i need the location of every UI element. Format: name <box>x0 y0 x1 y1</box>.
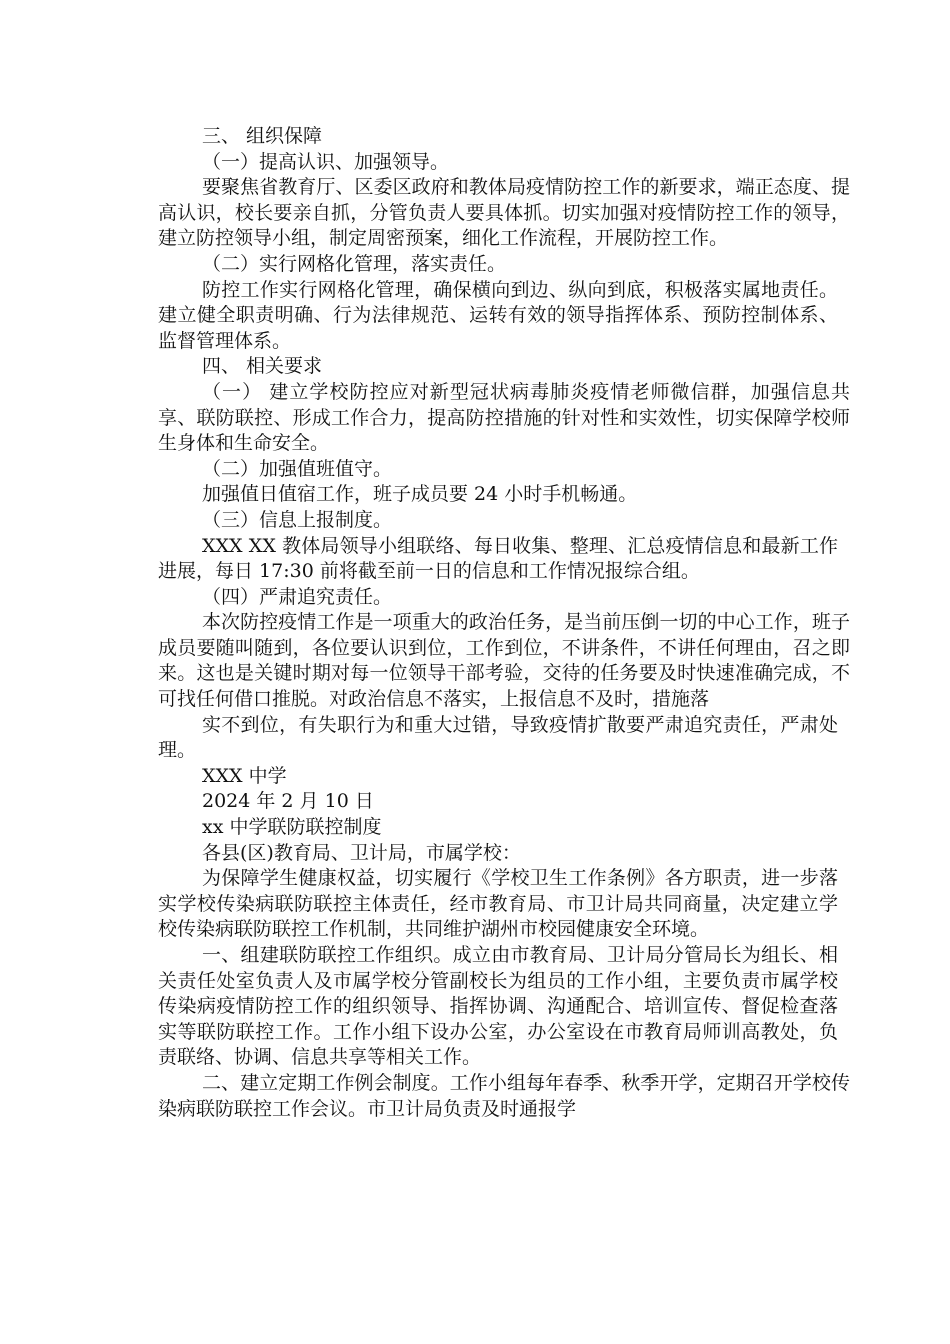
paragraph-meeting-system: 二、建立定期工作例会制度。工作小组每年春季、秋季开学，定期召开学校传染病联防联控工作会议。市卫计局负责及时通报学 <box>158 1071 850 1120</box>
paragraph-wechat-group: （一） 建立学校防控应对新型冠状病毒肺炎疫情老师微信群，加强信息共享、联防联控、形成工作合力，提高防控措施的针对性和实效性，切实保障学校师生身体和生命安全。 <box>158 380 850 455</box>
paragraph-accountability: 本次防控疫情工作是一项重大的政治任务，是当前压倒一切的中心工作，班子成员要随叫随到，各位要认识到位，工作到位，不讲条件，不讲任何理由，召之即来。这也是关键时期对每一位领导干部考验，交待的任务要及时快速准确完成，不可找任何借口推脱。对政治信息不落实，上报信息不及时，措施落 <box>158 611 850 711</box>
paragraph-reporting: XXX XX 教体局领导小组联络、每日收集、整理、汇总疫情信息和最新工作进展，每日 17:30 前将截至前一日的信息和工作情况报综合组。 <box>158 534 838 583</box>
signature-date: 2024 年 2 月 10 日 <box>202 790 374 813</box>
paragraph-organization: 一、组建联防联控工作组织。成立由市教育局、卫计局分管局长为组长、相关责任处室负责人及市属学校分管副校长为组员的工作小组，主要负责市属学校传染病疫情防控工作的组织领导、指挥协调、沟通配合、培训宣传、督促检查落实等联防联控工作。工作小组下设办公室，办公室设在市教育局师训高教处，负责联络、协调、信息共享等相关工作。 <box>158 944 838 1069</box>
section-heading-organization: 三、 组织保障 <box>202 125 323 147</box>
subheading-awareness: （一）提高认识、加强领导。 <box>202 150 450 173</box>
document-title-joint-control: xx 中学联防联控制度 <box>202 816 382 839</box>
signature-school: XXX 中学 <box>202 764 287 787</box>
addressee-line: 各县(区)教育局、卫计局，市属学校： <box>202 841 521 864</box>
subheading-grid-management: （二）实行网格化管理，落实责任。 <box>202 252 507 275</box>
paragraph-intro: 为保障学生健康权益，切实履行《学校卫生工作条例》各方职责，进一步落实学校传染病联防联控主体责任，经市教育局、市卫计局共同商量，决定建立学校传染病联防联控工作机制，共同维护湖州市校园健康安全环境。 <box>158 867 838 941</box>
section-heading-requirements: 四、 相关要求 <box>202 355 323 378</box>
subheading-duty: （二）加强值班值守。 <box>202 457 393 480</box>
subheading-accountability: （四）严肃追究责任。 <box>202 585 393 608</box>
document-body <box>158 124 850 1122</box>
paragraph-grid-management: 防控工作实行网格化管理，确保横向到边、纵向到底，积极落实属地责任。建立健全职责明确、行为法律规范、运转有效的领导指挥体系、预防控制体系、监督管理体系。 <box>158 278 838 352</box>
subheading-reporting: （三）信息上报制度。 <box>202 508 393 531</box>
paragraph-duty: 加强值日值宿工作，班子成员要 24 小时手机畅通。 <box>202 483 638 506</box>
paragraph-awareness: 要聚焦省教育厅、区委区政府和教体局疫情防控工作的新要求，端正态度、提高认识，校长要亲自抓，分管负责人要具体抓。切实加强对疫情防控工作的领导，建立防控领导小组，制定周密预案，细化工作流程，开展防控工作。 <box>158 176 850 250</box>
paragraph-accountability-continued: 实不到位，有失职行为和重大过错，导致疫情扩散要严肃追究责任，严肃处理。 <box>158 713 838 762</box>
